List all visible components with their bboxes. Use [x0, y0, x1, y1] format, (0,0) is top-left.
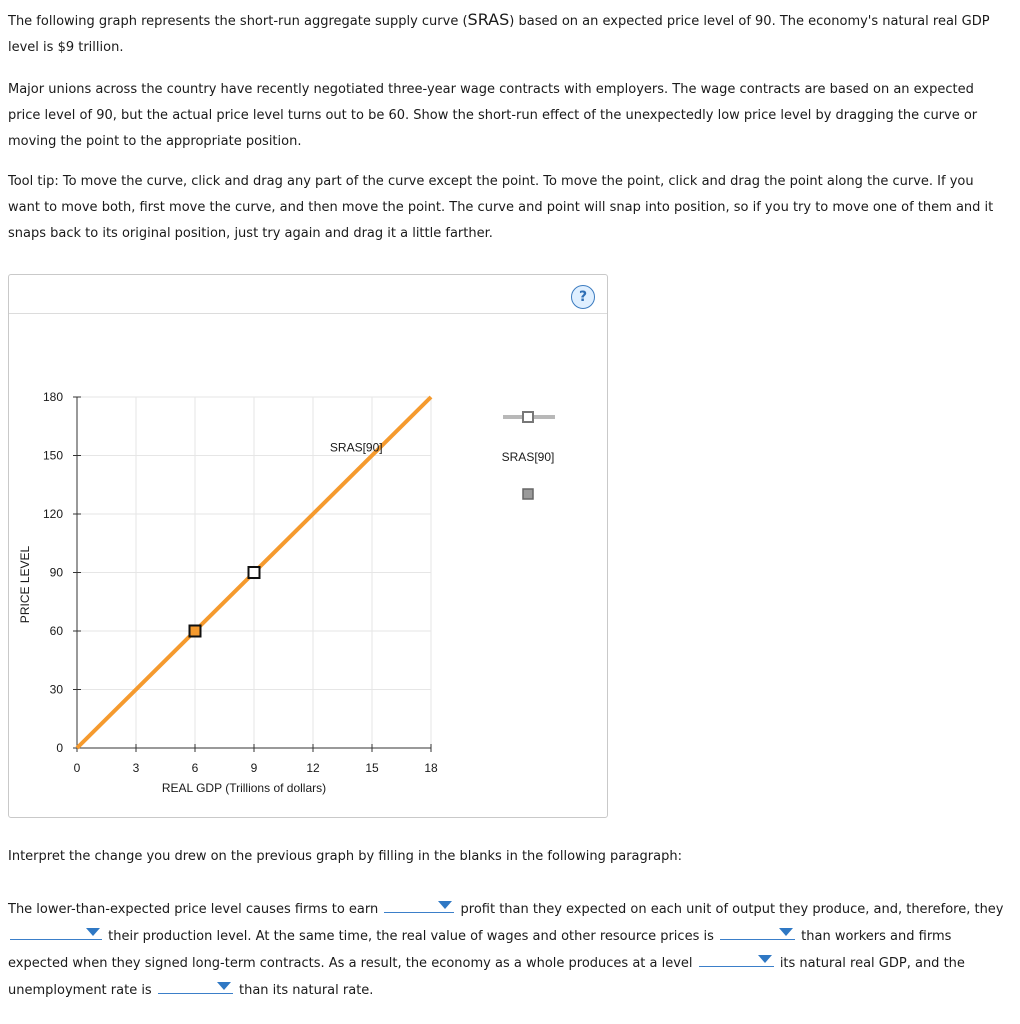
chevron-down-icon [217, 982, 231, 990]
legend-curve-marker[interactable] [523, 412, 533, 422]
y-axis-label: PRICE LEVEL [18, 545, 32, 624]
legend-label: SRAS[90] [501, 450, 555, 464]
dropdown-output-level[interactable] [699, 950, 774, 967]
chevron-down-icon [438, 901, 452, 909]
sras-graph [9, 275, 607, 817]
intro-paragraph-2: Major unions across the country have recently negotiated three-year wage contracts with employers. The wage contracts are based on an expected price level of 90, but the actual price level turns out to be 60. Show the short-run effect of the unexpectedly low price level by dragging the curve or moving the point to the appropriate position. [8, 82, 978, 149]
y-tick-label: 30 [49, 682, 63, 697]
x-tick-label: 0 [73, 761, 81, 775]
x-tick-label: 6 [191, 761, 199, 775]
x-tick-label: 3 [132, 761, 140, 775]
x-tick-label: 15 [365, 761, 379, 775]
interpret-paragraph [8, 896, 1013, 1004]
sras-term: SRAS [467, 10, 510, 29]
dropdown-real-wages[interactable] [720, 923, 795, 940]
tool-tip-paragraph: Tool tip: To move the curve, click and drag any part of the curve except the point. To move the point, click and drag the point along the curve. If you want to move both, first move the curve, and then move the point. The curve and point will snap into position, so if you try to move one of them and it snaps back to its original position, just try again and drag it a little farther. [8, 174, 994, 241]
dropdown-profit[interactable] [384, 896, 454, 913]
intro-text-1a: The following graph represents the short-run aggregate supply curve ( [8, 14, 468, 29]
moved-point[interactable] [190, 626, 201, 637]
x-tick-label: 18 [424, 761, 438, 775]
dropdown-production[interactable] [10, 923, 102, 940]
intro-paragraph-1 [8, 7, 1008, 61]
y-tick-label: 180 [42, 390, 63, 404]
interpret-text-3: their production level. At the same time, the real value of wages and other resource prices is [108, 929, 714, 944]
intro-text-1b: ) based on an expected price level of 90. The economy's natural real GDP level is $9 trillion. [8, 14, 990, 55]
y-tick-label: 0 [56, 741, 63, 755]
interpret-text-5: its natural real GDP, and the unemployment rate is [8, 956, 965, 998]
interpret-text-6: than its natural rate. [239, 983, 374, 998]
y-tick-label: 60 [49, 624, 63, 638]
chevron-down-icon [86, 928, 100, 936]
sras-curve-label: SRAS[90] [329, 440, 383, 455]
x-tick-label: 9 [250, 761, 258, 775]
dropdown-unemployment[interactable] [158, 977, 233, 994]
chevron-down-icon [779, 928, 793, 936]
y-tick-label: 120 [42, 507, 63, 521]
legend[interactable] [502, 412, 555, 499]
graph-panel [8, 274, 608, 818]
y-tick-label: 90 [49, 565, 63, 580]
interpret-text-1: The lower-than-expected price level causes firms to earn [8, 902, 379, 917]
help-button[interactable]: ? [571, 285, 595, 309]
x-tick-label: 12 [306, 761, 320, 775]
x-axis-label: REAL GDP (Trillions of dollars) [161, 781, 327, 795]
y-tick-label: 150 [42, 448, 63, 463]
interpret-prompt: Interpret the change you drew on the previous graph by filling in the blanks in the following paragraph: [8, 849, 682, 864]
interpret-text-4: than workers and firms expected when they signed long-term contracts. As a result, the economy as a whole produces at a level [8, 929, 952, 971]
chevron-down-icon [758, 955, 772, 963]
interpret-text-2: profit than they expected on each unit of output they produce, and, therefore, they [460, 902, 1004, 917]
original-point[interactable] [249, 567, 260, 578]
legend-point-tool[interactable] [523, 489, 533, 499]
